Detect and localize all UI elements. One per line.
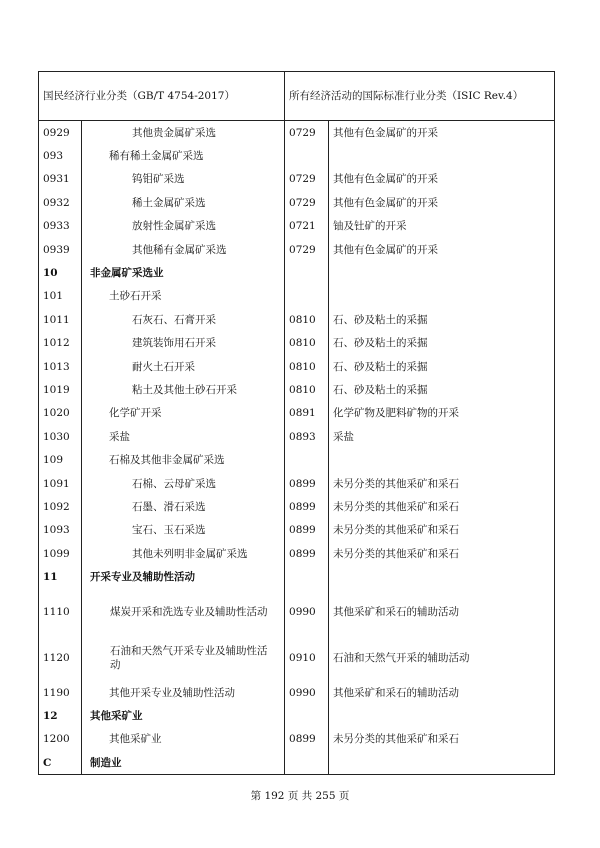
- table-row: [39, 285, 555, 308]
- industry-code: 1020: [39, 402, 82, 425]
- isic-name: [329, 261, 555, 284]
- industry-code: 0932: [39, 191, 82, 214]
- industry-code: 0931: [39, 168, 82, 191]
- industry-name: 煤炭开采和洗选专业及辅助性活动: [82, 589, 285, 635]
- isic-code: 0899: [285, 519, 329, 542]
- isic-code: 0893: [285, 425, 329, 448]
- table-header-row: [39, 72, 555, 121]
- isic-code: 0899: [285, 495, 329, 518]
- table-row: [39, 589, 555, 635]
- table-row: [39, 261, 555, 284]
- isic-name: 其他有色金属矿的开采: [329, 191, 555, 214]
- industry-name: 建筑装饰用石开采: [82, 332, 285, 355]
- table-row: [39, 308, 555, 331]
- isic-code: 0910: [285, 635, 329, 681]
- table-row: [39, 332, 555, 355]
- isic-name: [329, 448, 555, 471]
- classification-table: [38, 71, 555, 775]
- gbt-column-header: 国民经济行业分类（GB/T 4754-2017）: [39, 72, 285, 121]
- isic-name: 其他有色金属矿的开采: [329, 121, 555, 145]
- isic-name: 未另分类的其他采矿和采石: [329, 495, 555, 518]
- industry-name: 稀土金属矿采选: [82, 191, 285, 214]
- isic-code: 0721: [285, 215, 329, 238]
- isic-code: 0899: [285, 542, 329, 565]
- industry-code: 101: [39, 285, 82, 308]
- industry-name: 其他采矿业: [82, 728, 285, 751]
- table-row: [39, 215, 555, 238]
- isic-code: 0810: [285, 378, 329, 401]
- isic-name: 石、砂及粘土的采掘: [329, 308, 555, 331]
- table-row: [39, 472, 555, 495]
- isic-code: 0810: [285, 308, 329, 331]
- industry-code: 1030: [39, 425, 82, 448]
- isic-code: [285, 144, 329, 167]
- table-row: [39, 448, 555, 471]
- industry-name: 采盐: [82, 425, 285, 448]
- industry-code: 1011: [39, 308, 82, 331]
- table-row: [39, 751, 555, 775]
- industry-name: 宝石、玉石采选: [82, 519, 285, 542]
- isic-name: 未另分类的其他采矿和采石: [329, 519, 555, 542]
- table-row: [39, 542, 555, 565]
- industry-name: 其他未列明非金属矿采选: [82, 542, 285, 565]
- isic-name: 化学矿物及肥料矿物的开采: [329, 402, 555, 425]
- isic-code: 0729: [285, 168, 329, 191]
- industry-code: 0933: [39, 215, 82, 238]
- isic-code: [285, 565, 329, 588]
- industry-code: 1200: [39, 728, 82, 751]
- industry-code: 12: [39, 704, 82, 727]
- industry-code: 1092: [39, 495, 82, 518]
- table-row: [39, 238, 555, 261]
- isic-name: [329, 751, 555, 775]
- isic-code: [285, 448, 329, 471]
- isic-code: [285, 285, 329, 308]
- isic-name: 其他有色金属矿的开采: [329, 168, 555, 191]
- isic-column-header: 所有经济活动的国际标准行业分类（ISIC Rev.4）: [285, 72, 555, 121]
- isic-name: [329, 565, 555, 588]
- table-row: [39, 168, 555, 191]
- table-row: [39, 681, 555, 704]
- table-row: [39, 121, 555, 145]
- industry-name: 耐火土石开采: [82, 355, 285, 378]
- industry-code: 1019: [39, 378, 82, 401]
- table-row: [39, 144, 555, 167]
- isic-name: 未另分类的其他采矿和采石: [329, 472, 555, 495]
- isic-name: 石、砂及粘土的采掘: [329, 378, 555, 401]
- table-row: [39, 728, 555, 751]
- isic-code: 0729: [285, 121, 329, 145]
- industry-code: 1099: [39, 542, 82, 565]
- table-row: [39, 425, 555, 448]
- table-row: [39, 378, 555, 401]
- isic-name: 未另分类的其他采矿和采石: [329, 728, 555, 751]
- isic-name: 石油和天然气开采的辅助活动: [329, 635, 555, 681]
- isic-code: [285, 751, 329, 775]
- table-row: [39, 355, 555, 378]
- industry-name: 土砂石开采: [82, 285, 285, 308]
- industry-code: 1093: [39, 519, 82, 542]
- industry-name: 石墨、滑石采选: [82, 495, 285, 518]
- industry-code: 1110: [39, 589, 82, 635]
- table-row: [39, 191, 555, 214]
- isic-code: 0899: [285, 472, 329, 495]
- industry-name: 其他稀有金属矿采选: [82, 238, 285, 261]
- isic-name: 未另分类的其他采矿和采石: [329, 542, 555, 565]
- table-row: [39, 565, 555, 588]
- isic-name: [329, 285, 555, 308]
- isic-code: 0810: [285, 332, 329, 355]
- isic-code: [285, 704, 329, 727]
- industry-code: 0939: [39, 238, 82, 261]
- industry-code: 0929: [39, 121, 82, 145]
- industry-code: 11: [39, 565, 82, 588]
- industry-name: 粘土及其他土砂石开采: [82, 378, 285, 401]
- isic-name: 石、砂及粘土的采掘: [329, 355, 555, 378]
- industry-name: 石棉、云母矿采选: [82, 472, 285, 495]
- industry-name: 稀有稀土金属矿采选: [82, 144, 285, 167]
- industry-name: 其他采矿业: [82, 704, 285, 727]
- isic-code: [285, 261, 329, 284]
- industry-code: 093: [39, 144, 82, 167]
- industry-code: 1013: [39, 355, 82, 378]
- table-row: [39, 402, 555, 425]
- industry-name: 石灰石、石膏开采: [82, 308, 285, 331]
- industry-name: 其他开采专业及辅助性活动: [82, 681, 285, 704]
- isic-name: 其他采矿和采石的辅助活动: [329, 681, 555, 704]
- isic-code: 0990: [285, 589, 329, 635]
- table-row: [39, 635, 555, 681]
- industry-name: 其他贵金属矿采选: [82, 121, 285, 145]
- industry-name: 放射性金属矿采选: [82, 215, 285, 238]
- industry-code: 1012: [39, 332, 82, 355]
- isic-name: [329, 144, 555, 167]
- industry-code: 10: [39, 261, 82, 284]
- industry-code: 109: [39, 448, 82, 471]
- table-row: [39, 519, 555, 542]
- isic-code: 0899: [285, 728, 329, 751]
- industry-code: 1120: [39, 635, 82, 681]
- industry-name: 石棉及其他非金属矿采选: [82, 448, 285, 471]
- industry-code: C: [39, 751, 82, 775]
- industry-name: 制造业: [82, 751, 285, 775]
- page-footer: 第 192 页 共 255 页: [250, 790, 350, 802]
- isic-code: 0891: [285, 402, 329, 425]
- industry-code: 1091: [39, 472, 82, 495]
- isic-name: 其他采矿和采石的辅助活动: [329, 589, 555, 635]
- isic-name: [329, 704, 555, 727]
- industry-code: 1190: [39, 681, 82, 704]
- isic-name: 采盐: [329, 425, 555, 448]
- table-row: [39, 495, 555, 518]
- industry-name: 钨钼矿采选: [82, 168, 285, 191]
- table-row: [39, 704, 555, 727]
- isic-name: 其他有色金属矿的开采: [329, 238, 555, 261]
- isic-code: 0729: [285, 238, 329, 261]
- isic-code: 0810: [285, 355, 329, 378]
- industry-name: 开采专业及辅助性活动: [82, 565, 285, 588]
- industry-name: 非金属矿采选业: [82, 261, 285, 284]
- industry-name: 化学矿开采: [82, 402, 285, 425]
- isic-name: 铀及钍矿的开采: [329, 215, 555, 238]
- isic-name: 石、砂及粘土的采掘: [329, 332, 555, 355]
- industry-name: 石油和天然气开采专业及辅助性活动: [82, 635, 285, 681]
- isic-code: 0729: [285, 191, 329, 214]
- isic-code: 0990: [285, 681, 329, 704]
